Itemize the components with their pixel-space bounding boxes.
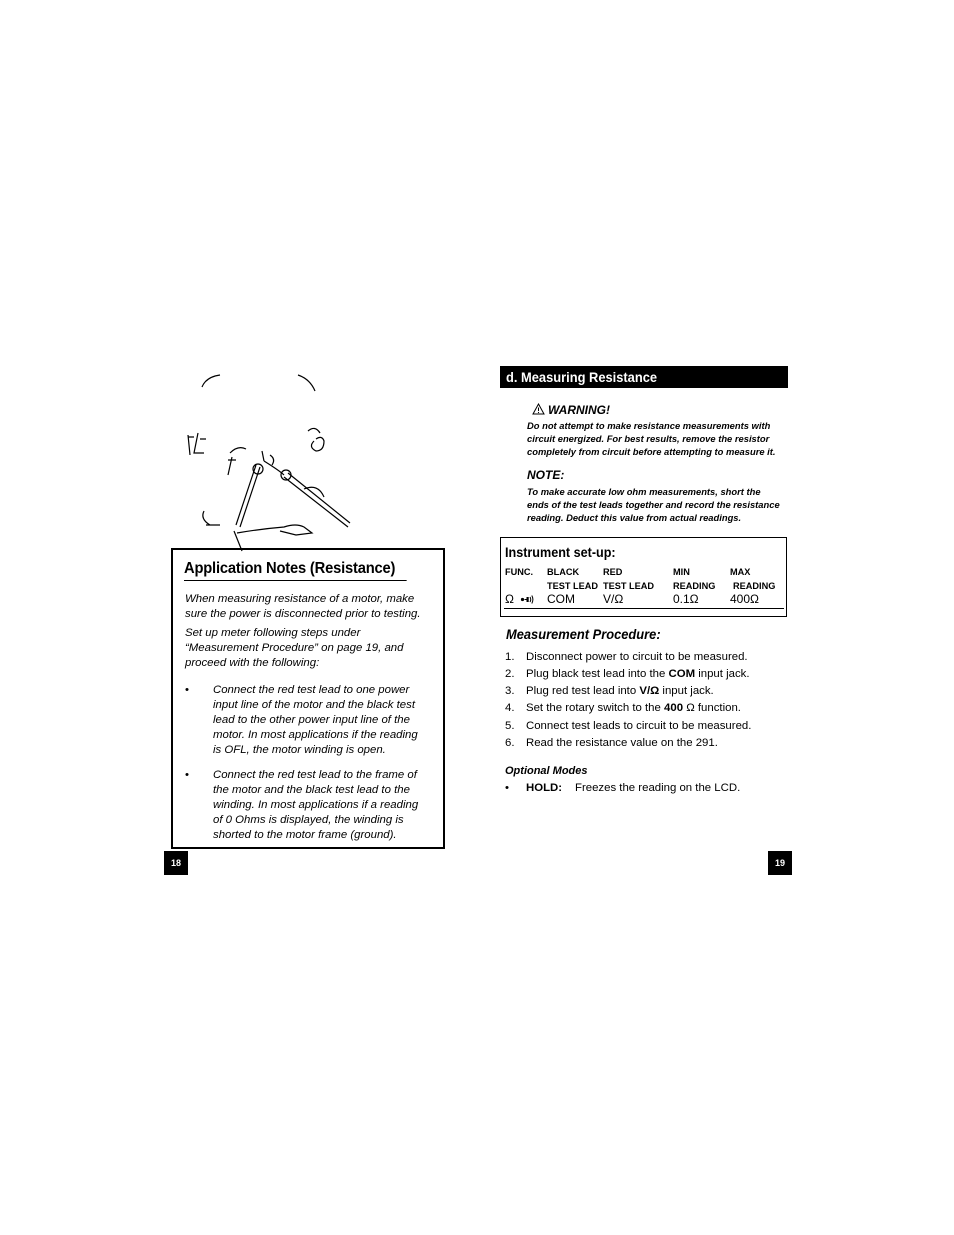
bullet-line: lead to the other power input line of the: [213, 714, 410, 726]
col-red-header: [603, 565, 654, 593]
step-number: 1.: [505, 651, 515, 663]
optional-modes-title: Optional Modes: [505, 765, 588, 777]
step-number: 5.: [505, 720, 515, 732]
step-text-bold: COM: [668, 668, 696, 680]
bullet-text: [213, 768, 435, 843]
setup-line: Set up meter following steps under: [185, 627, 361, 639]
black-lead-value: COM: [547, 592, 575, 606]
step-text-part: input jack.: [659, 685, 714, 697]
bullet-dot: •: [505, 782, 509, 794]
bullet-line: the motor and the black test lead to the: [213, 784, 410, 796]
continuity-beeper-icon: [520, 594, 534, 605]
warning-line: completely from circuit before attempting to measure it.: [527, 446, 776, 457]
setup-line: proceed with the following:: [185, 657, 320, 669]
warning-title: WARNING!: [548, 403, 610, 417]
page-number-19: 19: [768, 851, 792, 875]
col-header-line: TEST LEAD: [603, 581, 655, 591]
motor-resistance-illustration: [180, 365, 360, 555]
step-text: [526, 720, 751, 732]
func-value: Ω: [505, 592, 514, 606]
step-text-part: Disconnect power to circuit to be measured.: [526, 651, 748, 663]
step-text-part: Plug black test lead into the: [526, 668, 669, 680]
intro-line: sure the power is disconnected prior to testing.: [185, 608, 421, 620]
warning-text: [527, 419, 789, 458]
bullet-line: Connect the red test lead to the frame of: [213, 769, 417, 781]
setup-divider: [504, 608, 784, 609]
note-text: [527, 485, 789, 524]
col-black-header: [547, 565, 598, 593]
warning-line: Do not attempt to make resistance measurements with: [527, 420, 771, 431]
bullet-line: winding. In most applications if a reading: [213, 799, 419, 811]
warning-triangle-icon: [532, 403, 545, 415]
step-text-part: Plug red test lead into: [526, 685, 640, 697]
col-header-line: FUNC.: [505, 567, 534, 577]
col-header-line: BLACK: [547, 567, 580, 577]
bullet-dot: •: [185, 769, 189, 781]
red-lead-value: V/Ω: [603, 592, 624, 606]
procedure-title: Measurement Procedure:: [506, 626, 661, 642]
instrument-setup-title: Instrument set-up:: [505, 544, 616, 560]
step-text: [526, 651, 748, 663]
setup-paragraph: [185, 626, 435, 671]
col-min-header: [673, 565, 715, 593]
hold-description: Freezes the reading on the LCD.: [575, 782, 741, 794]
col-max-header: [730, 565, 775, 593]
col-header-line: MAX: [730, 567, 751, 577]
step-text: [526, 702, 741, 714]
bullet-text: [213, 683, 435, 758]
hold-mode-item: [505, 782, 741, 794]
note-line: reading. Deduct this value from actual readings.: [527, 512, 742, 523]
bullet-line: Connect the red test lead to one power: [213, 684, 410, 696]
bullet-line: shorted to the motor frame (ground).: [213, 829, 397, 841]
section-header-text: d. Measuring Resistance: [506, 369, 658, 385]
step-text-bold: V/Ω: [639, 685, 660, 697]
bullet-line: motor. In most applications if the reading: [213, 729, 418, 741]
bullet-item: [185, 683, 435, 759]
bullet-item: [185, 768, 435, 844]
note-title: NOTE:: [527, 468, 565, 482]
application-notes-box: [171, 548, 445, 849]
intro-paragraph: [185, 592, 435, 622]
bullet-line: of 0 Ohms is displayed, the winding is: [213, 814, 404, 826]
bullet-dot: •: [185, 684, 189, 696]
page-number-18: 18: [164, 851, 188, 875]
bullet-line: is OFL, the motor winding is open.: [213, 744, 386, 756]
col-func-header: [505, 565, 533, 579]
instrument-setup-box: [500, 537, 787, 617]
step-text: [526, 737, 718, 749]
step-text-part: Ω function.: [683, 702, 741, 714]
col-header-line: READING: [673, 581, 716, 591]
col-header-line: MIN: [673, 567, 690, 577]
intro-line: When measuring resistance of a motor, make: [185, 593, 415, 605]
step-number: 2.: [505, 668, 515, 680]
step-text: [526, 685, 714, 697]
section-header: [500, 366, 788, 388]
col-header-line: READING: [733, 581, 776, 591]
warning-line: circuit energized. For best results, remove the resistor: [527, 433, 770, 444]
setup-line: “Measurement Procedure” on page 19, and: [185, 642, 404, 654]
application-notes-title: Application Notes (Resistance): [184, 560, 407, 581]
hold-label: HOLD:: [526, 782, 563, 794]
max-reading-value: 400Ω: [730, 592, 759, 606]
col-header-line: RED: [603, 567, 623, 577]
step-text-part: input jack.: [695, 668, 750, 680]
step-text: [526, 668, 750, 680]
min-reading-value: 0.1Ω: [673, 592, 699, 606]
step-text-part: Connect test leads to circuit to be measured.: [526, 720, 752, 732]
note-line: To make accurate low ohm measurements, short the: [527, 486, 761, 497]
step-text-part: Read the resistance value on the 291.: [526, 737, 718, 749]
step-number: 3.: [505, 685, 515, 697]
step-text-bold: 400: [664, 702, 684, 714]
note-line: ends of the test leads together and record the resistance: [527, 499, 780, 510]
step-number: 6.: [505, 737, 515, 749]
col-header-line: TEST LEAD: [547, 581, 599, 591]
step-number: 4.: [505, 702, 515, 714]
step-text-part: Set the rotary switch to the: [526, 702, 665, 714]
bullet-line: input line of the motor and the black test: [213, 699, 415, 711]
